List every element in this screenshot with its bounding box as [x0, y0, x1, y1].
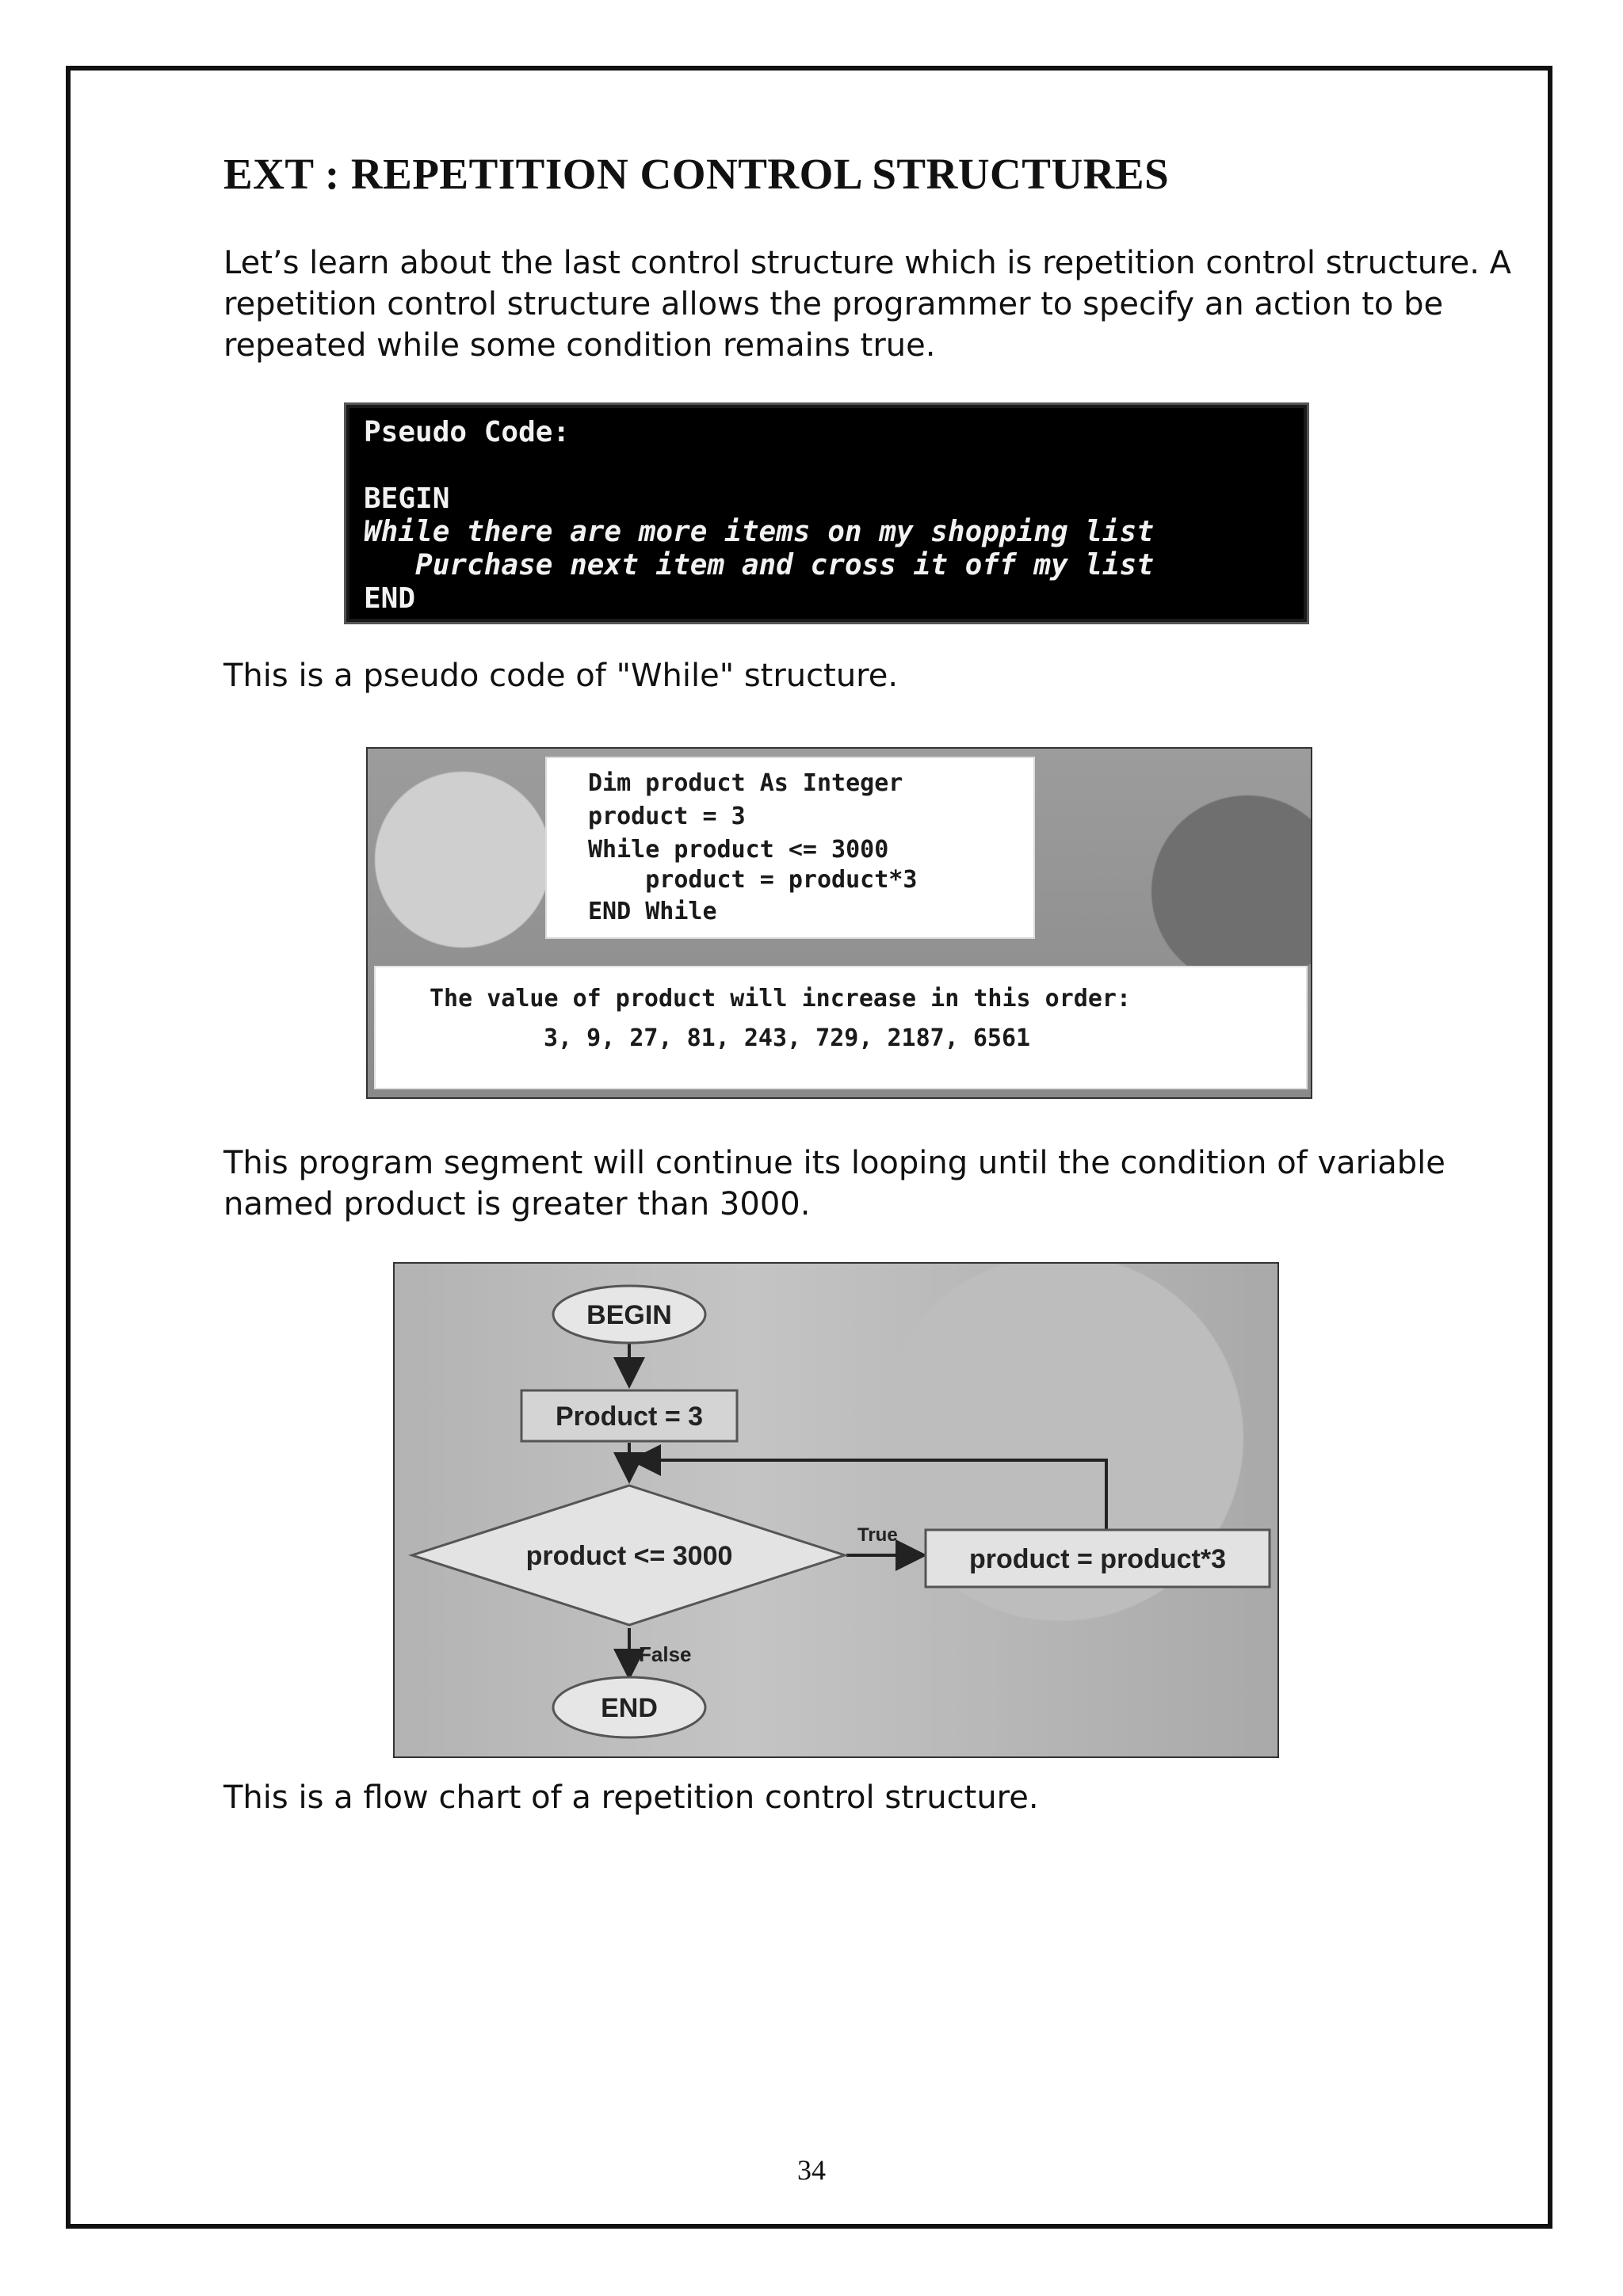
flowchart-image: [393, 1262, 1279, 1758]
code-line: END While: [588, 898, 717, 925]
code-card: [545, 757, 1035, 939]
end-label: END: [601, 1693, 658, 1723]
flowchart-caption: This is a flow chart of a repetition control structure.: [223, 1779, 1039, 1816]
true-label: True: [857, 1524, 898, 1546]
result-card: [374, 966, 1308, 1089]
result-values: 3, 9, 27, 81, 243, 729, 2187, 6561: [544, 1024, 1031, 1052]
action-label: product = product*3: [969, 1544, 1226, 1574]
condition-label: product <= 3000: [525, 1541, 733, 1571]
init-label: Product = 3: [555, 1402, 704, 1432]
result-title: The value of product will increase in this order:: [430, 985, 1132, 1013]
code-line: While product <= 3000: [588, 836, 889, 864]
pseudo-code-caption: This is a pseudo code of "While" structure.: [223, 658, 899, 694]
pseudo-code-title: Pseudo Code:: [364, 416, 571, 448]
code-line: product = 3: [588, 803, 746, 830]
page-heading: EXT : REPETITION CONTROL STRUCTURES: [223, 150, 1170, 198]
pseudo-code-end: END: [364, 582, 416, 615]
begin-label: BEGIN: [586, 1300, 672, 1330]
pseudo-code-begin: BEGIN: [364, 482, 450, 515]
pseudo-code-body-line: Purchase next item and cross it off my list: [364, 549, 1154, 582]
pseudo-code-while-line: While there are more items on my shopping list: [364, 516, 1154, 548]
intro-paragraph: Let’s learn about the last control structure which is repetition control structure. A repetition control structure allows the programmer to specify an action to be repeated while some condition remains true.: [223, 245, 1512, 364]
code-line: product = product*3: [588, 866, 918, 894]
code-caption: This program segment will continue its looping until the condition of variable named product is greater than 3000.: [223, 1145, 1445, 1222]
false-label: False: [639, 1642, 692, 1666]
page-number: 34: [797, 2154, 826, 2186]
code-line: Dim product As Integer: [588, 769, 903, 797]
pseudo-code-image: [344, 402, 1309, 624]
vb-code-image: [366, 747, 1312, 1099]
